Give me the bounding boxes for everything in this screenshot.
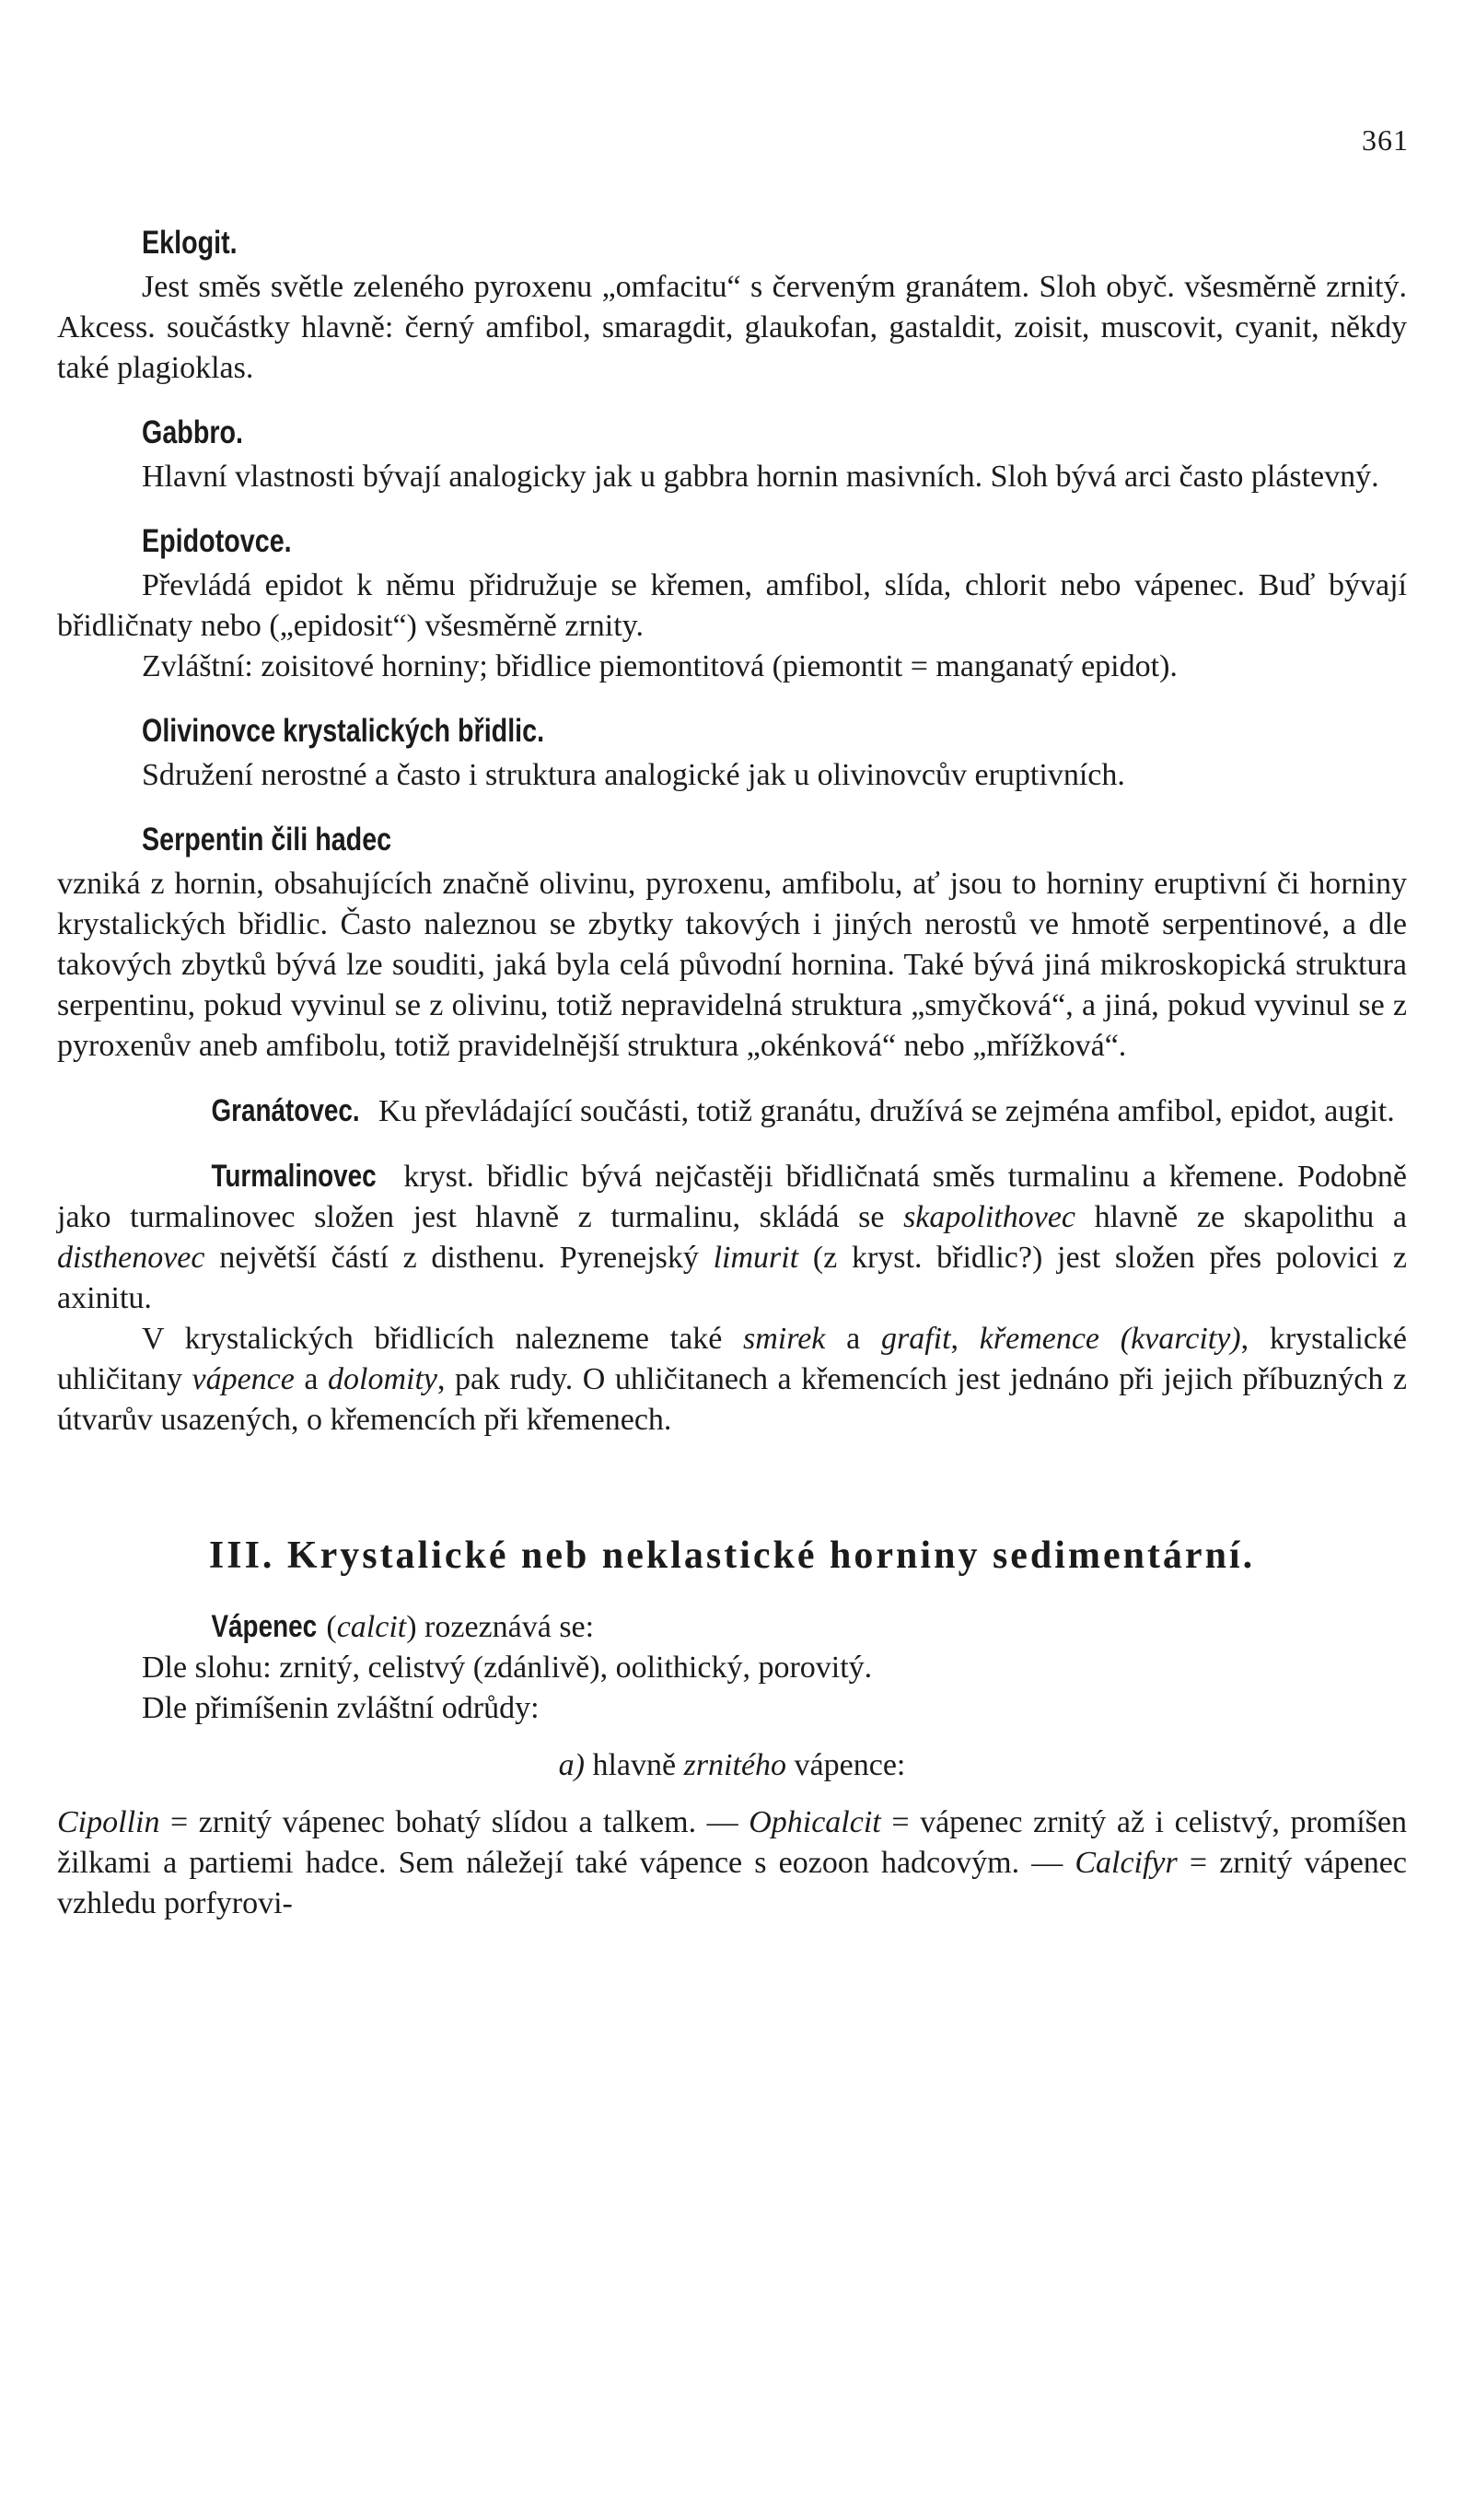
text: Ku převládající součásti, totiž granátu, družívá se zejména amfibol, epidot, augit. bbox=[370, 1094, 1395, 1128]
text: ( bbox=[318, 1610, 337, 1644]
term: zrnitého bbox=[683, 1748, 787, 1782]
text: kryst. břidlic bývá nejčastěji břidličnatá směs turmalinu a křemene. Podobně jako turmalinovec složen jest hlavně z turmalinu, skládá se bbox=[57, 1160, 1407, 1234]
paragraph bbox=[57, 1091, 1407, 1132]
paragraph: Dle slohu: zrnitý, celistvý (zdánlivě), oolithický, porovitý. bbox=[142, 1651, 873, 1685]
text: = vápenec zrnitý až i celistvý, promíšen žilkami a partiemi hadce. Sem náležejí také vápence s eozoon hadcovým. — bbox=[57, 1805, 1407, 1880]
text: , krystalické uhličitany bbox=[57, 1322, 1408, 1396]
page-content bbox=[57, 223, 1407, 1924]
section-heading: Olivinovce krystalických břidlic. bbox=[142, 713, 545, 749]
paragraph: vzniká z hornin, obsahujících značně olivinu, pyroxenu, amfibolu, ať jsou to horniny eruptivní či horniny krystalických břidlic. Často naleznou se zbytky takových i jiných nerostů ve hmotě serpentinové, a dle takových zbytků bývá lze souditi, jaká byla celá původní hornina. Také bývá jiná mikroskopická struktura serpentinu, pokud vyvinul se z olivinu, totiž nepravidelná struktura „smyčková“, a jiná, pokud vyvinul se z pyroxenův aneb amfibolu, totiž pravidelnější struktura „okénková“ nebo „mřížková“. bbox=[57, 867, 1407, 1063]
text: a bbox=[825, 1322, 881, 1356]
paragraph: Dle přimíšenin zvláštní odrůdy: bbox=[142, 1691, 540, 1725]
paragraph: Jest směs světle zeleného pyroxenu „omfacitu“ s červeným granátem. Sloh obyč. všesměrně zrnitý. Akcess. součástky hlavně: černý amfibol, smaragdit, glaukofan, gastaldit, zoisit, muscovit, cyanit, někdy také plagioklas. bbox=[57, 270, 1407, 385]
text: , pak rudy. O uhličitanech a křemencích jest jednáno při jejich příbuzných z útvarův usazených, o křemencích při křemenech. bbox=[57, 1362, 1408, 1437]
section-heading: Eklogit. bbox=[142, 225, 238, 261]
run-in-heading: Granátovec. bbox=[211, 1093, 360, 1128]
section-heading: Serpentin čili hadec bbox=[142, 822, 392, 858]
section-eklogit bbox=[57, 223, 1407, 389]
term: křemence (kvarcity) bbox=[979, 1322, 1241, 1356]
subheading bbox=[57, 1745, 1407, 1786]
section-heading: Epidotovce. bbox=[142, 523, 292, 559]
paragraph: Zvláštní: zoisitové horniny; břidlice piemontitová (piemontit = manganatý epidot). bbox=[142, 649, 1178, 683]
term: calcit bbox=[336, 1610, 407, 1644]
term: limurit bbox=[713, 1241, 799, 1275]
term: smirek bbox=[743, 1322, 826, 1356]
text: = zrnitý vápenec vzhledu porfyrovi- bbox=[57, 1846, 1407, 1920]
section-turmalinovec bbox=[57, 1156, 1407, 1441]
paragraph: Sdružení nerostné a často i struktura analogické jak u olivinovcův eruptivních. bbox=[142, 758, 1125, 792]
section-epidotovce bbox=[57, 521, 1407, 687]
text: = zrnitý vápenec bohatý slídou a talkem. — bbox=[159, 1805, 749, 1839]
term: disthenovec bbox=[57, 1241, 205, 1275]
term: vápence bbox=[192, 1362, 295, 1396]
text: V krystalických břidlicích nalezneme také bbox=[142, 1322, 744, 1356]
text: hlavně ze skapolithu a bbox=[1075, 1200, 1408, 1234]
term: Cipollin bbox=[57, 1805, 160, 1839]
section-serpentin bbox=[57, 820, 1407, 1067]
term: skapolithovec bbox=[903, 1200, 1076, 1234]
section-vapenec bbox=[57, 1606, 1407, 1924]
paragraph: Hlavní vlastnosti bývají analogicky jak u gabbra hornin masivních. Sloh bývá arci často plástevný. bbox=[142, 460, 1379, 494]
run-in-heading: Vápenec bbox=[211, 1609, 318, 1644]
text: (z kryst. břidlic?) jest složen přes polovici z axinitu. bbox=[57, 1241, 1407, 1315]
term: grafit bbox=[880, 1322, 951, 1356]
text: největší částí z disthenu. Pyrenejský bbox=[204, 1241, 714, 1275]
paragraph bbox=[57, 1319, 1407, 1441]
term: Ophicalcit bbox=[749, 1805, 881, 1839]
section-olivinovce bbox=[57, 711, 1407, 796]
paragraph bbox=[57, 1802, 1407, 1924]
text: , bbox=[950, 1322, 980, 1356]
text: hlavně bbox=[584, 1748, 684, 1782]
section-granatovec bbox=[57, 1091, 1407, 1132]
paragraph bbox=[57, 1606, 1407, 1648]
term: Calcifyr bbox=[1075, 1846, 1178, 1880]
text: a bbox=[294, 1362, 329, 1396]
text: vápence: bbox=[786, 1748, 906, 1782]
section-heading: Gabbro. bbox=[142, 414, 244, 450]
run-in-heading: Turmalinovec bbox=[211, 1159, 377, 1194]
text: ) rozeznává se: bbox=[406, 1610, 595, 1644]
page-number: 361 bbox=[1362, 123, 1409, 157]
paragraph: Převládá epidot k němu přidružuje se křemen, amfibol, slída, chlorit nebo vápenec. Buď bývají břidličnaty nebo („epidosit“) všesměrně zrnity. bbox=[57, 568, 1407, 643]
part-title: III. Krystalické neb neklastické horniny sedimentární. bbox=[208, 1534, 1256, 1577]
paragraph bbox=[57, 1156, 1407, 1319]
section-gabbro bbox=[57, 413, 1407, 497]
label: a) bbox=[558, 1748, 585, 1782]
term: dolomity bbox=[328, 1362, 437, 1396]
